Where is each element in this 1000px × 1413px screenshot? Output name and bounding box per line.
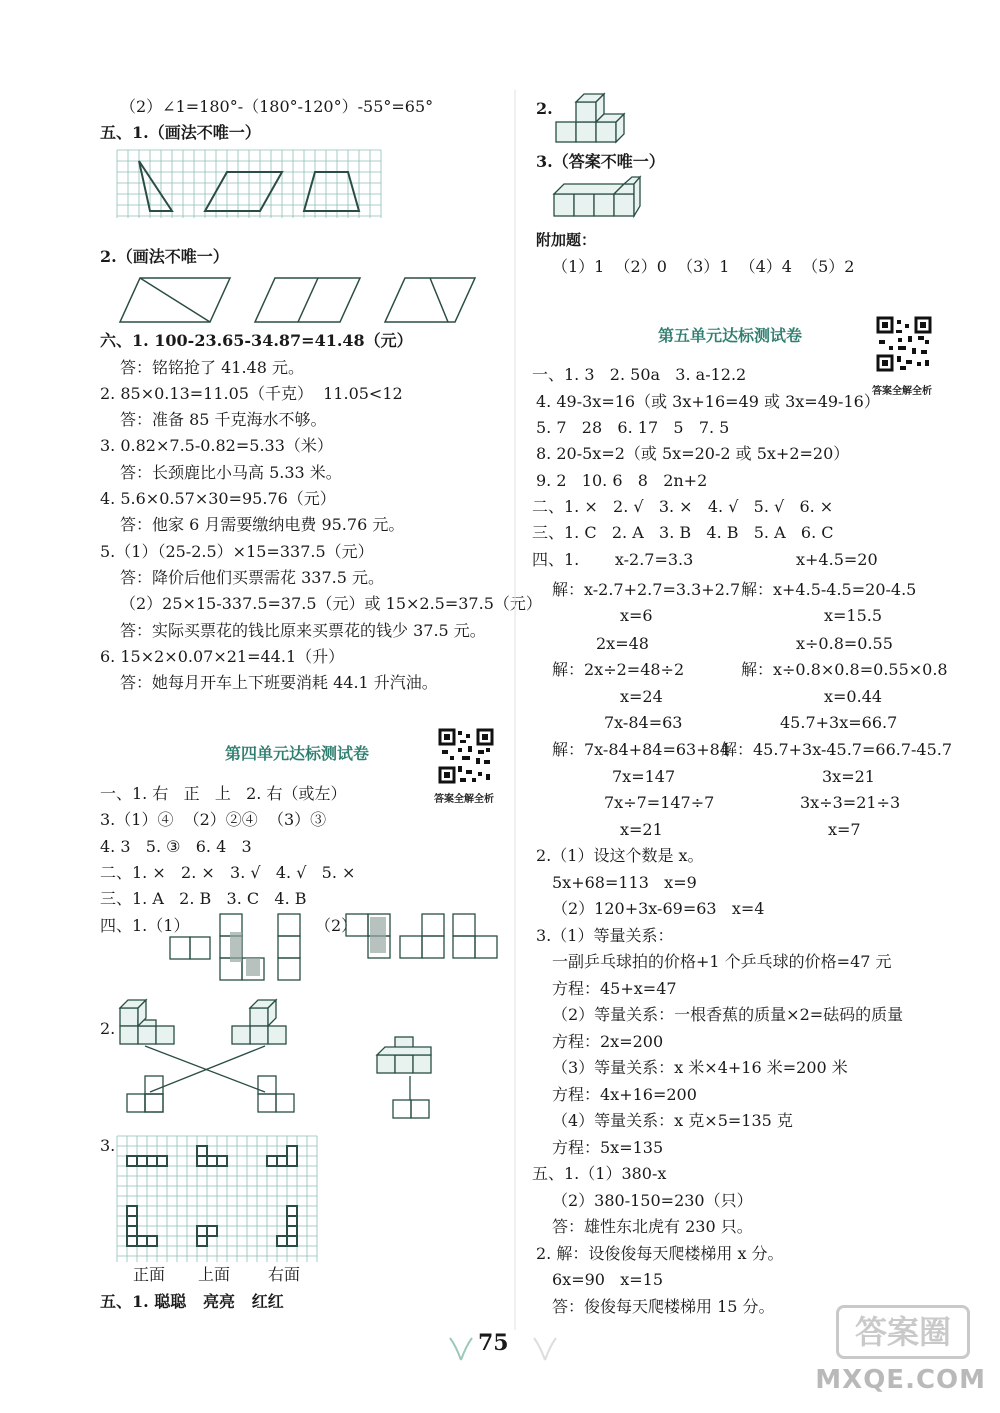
view-label-right: 右面: [268, 1265, 301, 1284]
equation-right: 3x=21: [822, 767, 875, 786]
answer-line: （2）120+3x-69=63 x=4: [552, 899, 765, 918]
answer-line: 3.（1）④ （2）②④ （3）③: [100, 810, 327, 829]
equation-left: 四、1. x-2.7=3.3: [532, 550, 694, 569]
equation-right: 解：45.7+3x-45.7=66.7-45.7: [721, 740, 953, 759]
answer-line: 2. 85×0.13=11.05（千克） 11.05<12: [100, 384, 403, 403]
equation-right: 解：x+4.5-4.5=20-4.5: [741, 580, 917, 599]
answer-line: 3.（答案不唯一）: [536, 152, 665, 171]
answer-line: 9. 2 10. 6 8 2n+2: [536, 471, 708, 490]
answer-line: （2）∠1=180°-（180°-120°）-55°=65°: [120, 97, 434, 116]
answer-line: 五、1.（1）380-x: [532, 1164, 667, 1183]
watermark-text: MXQE.COM: [815, 1365, 986, 1395]
answer-line: 四、1.（1）: [100, 916, 190, 935]
qr-caption: 答案全解全析: [434, 794, 494, 805]
cube-matching-drawing: [115, 990, 435, 1130]
answer-line: 2.: [536, 99, 553, 118]
answer-line: 二、1. × 2. √ 3. × 4. √ 5. √ 6. ×: [532, 497, 834, 516]
qr-code-icon[interactable]: [438, 728, 494, 784]
answer-line: 二、1. × 2. × 3. √ 4. √ 5. ×: [100, 863, 356, 882]
answer-line: 2. 解：设俊俊每天爬楼梯用 x 分。: [536, 1244, 784, 1263]
grid-drawing-shapes: [117, 150, 382, 218]
answer-line: 3.（1）等量关系：: [536, 926, 674, 945]
equation-right: x=7: [828, 820, 861, 839]
equation-left: x=21: [620, 820, 663, 839]
answer-line: 一副乒乓球拍的价格+1 个乒乓球的价格=47 元: [552, 952, 892, 971]
equation-left: 7x-84=63: [604, 713, 683, 732]
cube-stack-drawing-2: [552, 176, 642, 224]
answer-line: 五、1.（画法不唯一）: [100, 123, 261, 142]
answer-line: 5. 7 28 6. 17 5 7. 5: [536, 418, 730, 437]
view-label-top: 上面: [198, 1265, 231, 1284]
view-drawings-q1: [170, 912, 570, 982]
equation-right: x=15.5: [824, 606, 883, 625]
answer-line: 6x=90 x=15: [552, 1270, 664, 1289]
answer-line: （2）25×15-337.5=37.5（元）或 15×2.5=37.5（元）: [120, 594, 542, 613]
answer-line: 方程：2x=200: [552, 1032, 664, 1051]
qr-caption: 答案全解全析: [872, 386, 932, 397]
equation-left: 解：2x÷2=48÷2: [552, 660, 685, 679]
answer-line: 答：长颈鹿比小马高 5.33 米。: [120, 463, 342, 482]
leaf-ornament-right: [530, 1332, 560, 1362]
answer-line: 方程：45+x=47: [552, 979, 677, 998]
cube-stack-drawing-1: [554, 92, 634, 148]
answer-line: （1）1 （2）0 （3）1 （4）4 （5）2: [552, 257, 855, 276]
answer-line: 6. 15×2×0.07×21=44.1（升）: [100, 647, 345, 666]
answer-line: 答：俊俊每天爬楼梯用 15 分。: [552, 1297, 775, 1316]
answer-line: 4. 49-3x=16（或 3x+16=49 或 3x=49-16）: [536, 392, 880, 411]
equation-right: 3x÷3=21÷3: [800, 793, 901, 812]
grid-drawing-views: [117, 1136, 317, 1266]
answer-line: 5.（1）（25-2.5）×15=337.5（元）: [100, 542, 374, 561]
answer-line: 一、1. 右 正 上 2. 右（或左）: [100, 784, 347, 803]
answer-line: 2.: [100, 1019, 116, 1038]
answer-line: 三、1. C 2. A 3. B 4. B 5. A 6. C: [532, 523, 834, 542]
answer-line: （2）380-150=230（只）: [552, 1191, 753, 1210]
answer-line: 方程：5x=135: [552, 1138, 664, 1157]
equation-left: 解：7x-84+84=63+84: [552, 740, 730, 759]
answer-line: 5x+68=113 x=9: [552, 873, 697, 892]
answer-line: 一、1. 3 2. 50a 3. a-12.2: [532, 365, 747, 384]
answer-line: 答：雄性东北虎有 230 只。: [552, 1217, 753, 1236]
page-number: 75: [478, 1330, 509, 1356]
answer-line: 4. 3 5. ③ 6. 4 3: [100, 837, 252, 856]
answer-line: 3. 0.82×7.5-0.82=5.33（米）: [100, 436, 333, 455]
equation-left: 7x=147: [612, 767, 676, 786]
leaf-ornament-left: [446, 1332, 476, 1362]
bonus-heading: 附加题：: [536, 231, 597, 249]
equation-left: x=24: [620, 687, 663, 706]
answer-line: 答：他家 6 月需要缴纳电费 95.76 元。: [120, 515, 405, 534]
answer-line: （3）等量关系：x 米×4+16 米=200 米: [552, 1058, 848, 1077]
answer-line: 六、1. 100-23.65-34.87=41.48（元）: [100, 331, 413, 350]
answer-line: 2.（1）设这个数是 x。: [536, 846, 704, 865]
answer-line: 4. 5.6×0.57×30=95.76（元）: [100, 489, 336, 508]
equation-right: x+4.5=20: [796, 550, 878, 569]
answer-line: （4）等量关系：x 克×5=135 克: [552, 1111, 793, 1130]
section-title-unit5: 第五单元达标测试卷: [658, 326, 803, 345]
equation-right: 45.7+3x=66.7: [780, 713, 898, 732]
watermark-logo: 答案圈: [836, 1305, 970, 1359]
equation-left: 7x÷7=147÷7: [604, 793, 715, 812]
answer-line: （2）: [315, 916, 358, 935]
answer-line: 3.: [100, 1136, 116, 1155]
answer-line: 五、1. 聪聪 亮亮 红红: [100, 1292, 284, 1311]
equation-right: x=0.44: [824, 687, 883, 706]
equation-right: x÷0.8=0.55: [796, 634, 893, 653]
answer-line: 三、1. A 2. B 3. C 4. B: [100, 889, 307, 908]
answer-line: 答：铭铭抢了 41.48 元。: [120, 358, 304, 377]
answer-line: 答：她每月开车上下班要消耗 44.1 升汽油。: [120, 673, 438, 692]
parallelogram-drawings: [120, 276, 480, 324]
view-label-front: 正面: [133, 1265, 166, 1284]
equation-left: 2x=48: [596, 634, 649, 653]
answer-line: 答：实际买票花的钱比原来买票花的钱少 37.5 元。: [120, 621, 486, 640]
equation-left: x=6: [620, 606, 653, 625]
answer-line: （2）等量关系：一根香蕉的质量×2=砝码的质量: [552, 1005, 904, 1024]
section-title-unit4: 第四单元达标测试卷: [225, 744, 370, 763]
qr-code-icon[interactable]: [876, 316, 932, 372]
answer-line: 8. 20-5x=2（或 5x=20-2 或 5x+2=20）: [536, 444, 850, 463]
answer-line: 2.（画法不唯一）: [100, 247, 229, 266]
equation-left: 解：x-2.7+2.7=3.3+2.7: [552, 580, 741, 599]
answer-line: 答：准备 85 千克海水不够。: [120, 410, 327, 429]
answer-line: 答：降价后他们买票需花 337.5 元。: [120, 568, 384, 587]
answer-line: 方程：4x+16=200: [552, 1085, 697, 1104]
equation-right: 解：x÷0.8×0.8=0.55×0.8: [741, 660, 948, 679]
column-divider: [513, 90, 517, 1330]
